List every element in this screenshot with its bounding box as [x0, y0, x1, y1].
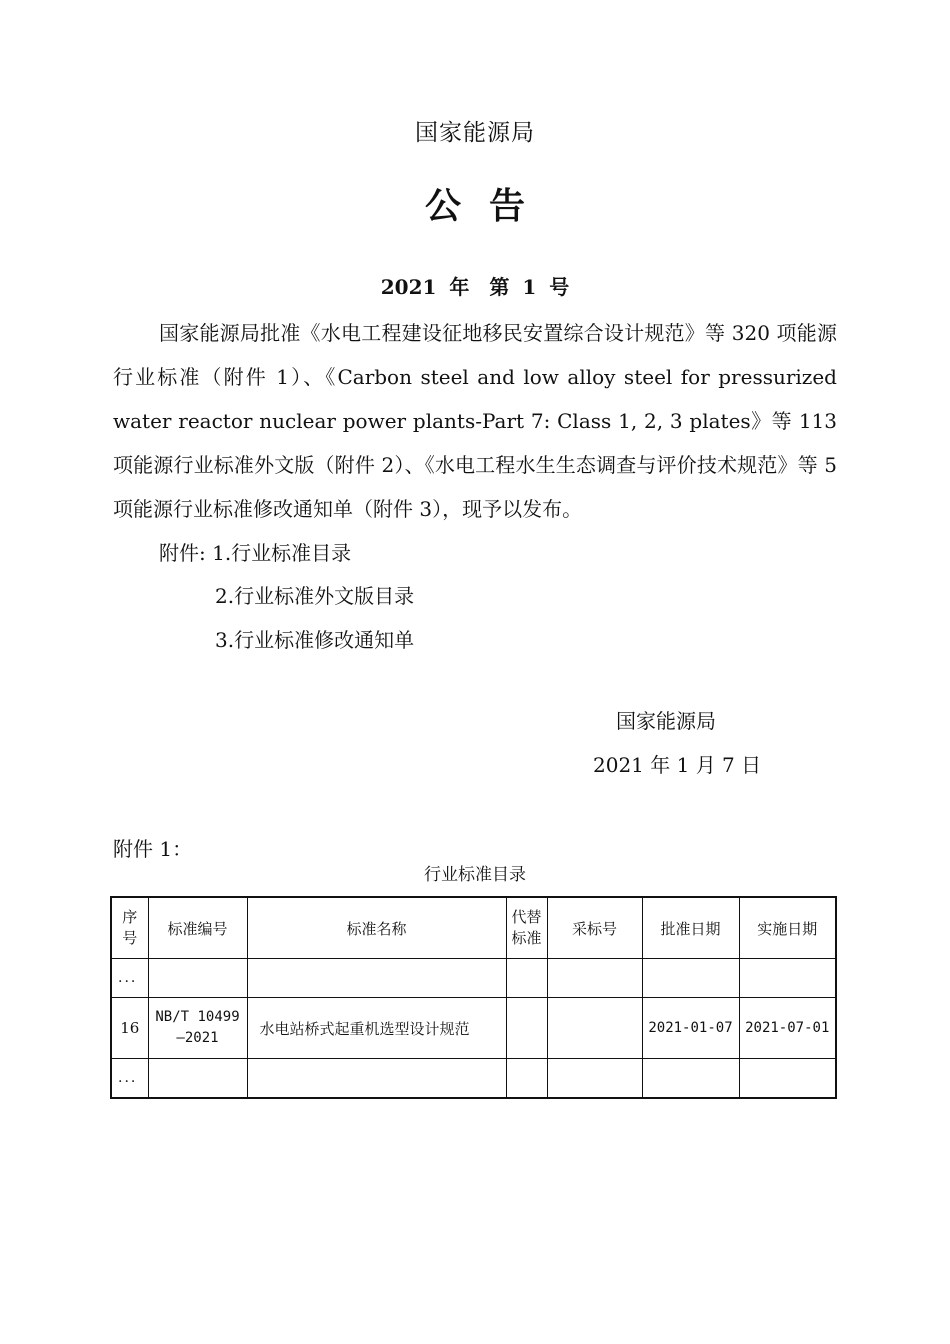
- empty-cell: [247, 959, 506, 998]
- header-approve-date: 批准日期: [642, 897, 739, 959]
- empty-cell: [547, 1059, 642, 1099]
- ellipsis-cell: ...: [111, 959, 148, 998]
- cell-impl-date: 2021-07-01: [739, 998, 836, 1059]
- attachment-item-3: 3.行业标准修改通知单: [215, 628, 415, 652]
- header-adopt: 采标号: [547, 897, 642, 959]
- notice-title: 公告: [424, 186, 553, 227]
- cell-code: [148, 998, 247, 1059]
- cell-adopt: [547, 998, 642, 1059]
- empty-cell: [642, 959, 739, 998]
- header-code: 标准编号: [148, 897, 247, 959]
- appendix-label: 附件 1：: [113, 837, 193, 861]
- cell-name: 水电站桥式起重机选型设计规范: [247, 998, 506, 1059]
- table-row: [111, 998, 836, 1059]
- header-replace-line2: 标准: [511, 929, 542, 947]
- empty-cell: [247, 1059, 506, 1099]
- table-header-row: [111, 897, 836, 959]
- table-row-ellipsis: [111, 959, 836, 998]
- empty-cell: [739, 959, 836, 998]
- signature-date: 2021 年 1 月 7 日: [593, 753, 762, 777]
- empty-cell: [642, 1059, 739, 1099]
- empty-cell: [547, 959, 642, 998]
- table-row-ellipsis: [111, 1059, 836, 1099]
- signature-org: 国家能源局: [616, 709, 716, 733]
- cell-code-line1: NB/T 10499: [155, 1009, 240, 1025]
- standards-table: [110, 896, 837, 1099]
- header-impl-date: 实施日期: [739, 897, 836, 959]
- cell-code-line2: —2021: [176, 1030, 219, 1046]
- empty-cell: [148, 959, 247, 998]
- empty-cell: [506, 959, 547, 998]
- cell-approve-date: 2021-01-07: [642, 998, 739, 1059]
- body-paragraph: 国家能源局批准《水电工程建设征地移民安置综合设计规范》等 320 项能源行业标准（附件 1）、《Carbon steel and low alloy steel for pressurized water reactor nuclear power plants-Part 7: Class 1, 2, 3 plates》等 113 项能源行业标准外文版（附件 2）、《水电工程水生生态调查与评价技术规范》等 5 项能源行业标准修改通知单（附件 3），现予以发布。: [113, 321, 837, 521]
- issuer-heading: 国家能源局: [415, 120, 535, 146]
- empty-cell: [148, 1059, 247, 1099]
- header-replace-line1: 代替: [511, 908, 542, 926]
- header-seq-line1: 序: [122, 908, 138, 926]
- empty-cell: [506, 1059, 547, 1099]
- notice-number: 2021 年 第 1 号: [380, 275, 570, 299]
- notice-body: [113, 311, 837, 531]
- cell-replace: [506, 998, 547, 1059]
- cell-seq: 16: [111, 998, 148, 1059]
- header-replace: [506, 897, 547, 959]
- attachment-item-2: 2.行业标准外文版目录: [215, 584, 415, 608]
- empty-cell: [739, 1059, 836, 1099]
- attachment-item-1: 附件: 1.行业标准目录: [159, 541, 352, 565]
- header-seq: [111, 897, 148, 959]
- ellipsis-cell: ...: [111, 1059, 148, 1099]
- table-title: 行业标准目录: [424, 865, 526, 885]
- header-name: 标准名称: [247, 897, 506, 959]
- header-seq-line2: 号: [122, 929, 138, 947]
